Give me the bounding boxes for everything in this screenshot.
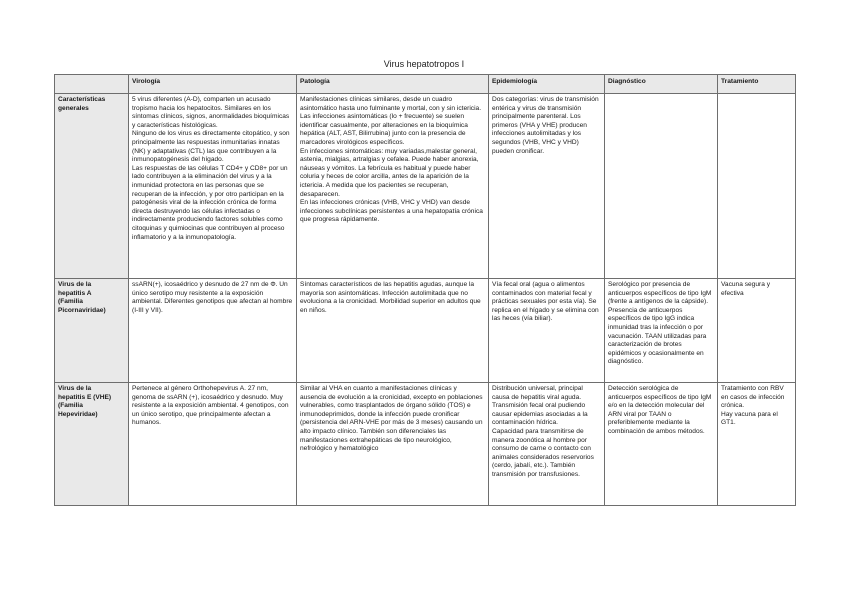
row-label: Virus de la hepatitis E (VHE) (Familia Hepeviridae) xyxy=(55,383,129,506)
cell-epidemiologia: Distribución universal, principal causa de hepatitis viral aguda. Transmisión fecal oral pudiendo causar epidemias asociadas a la contaminación hídrica. Capacidad para transmitirse de manera zoonótica al hombre por consumo de carne o contacto con animales considerados reservorios (cerdo, jabalí, etc.). También transmisión por transfusiones. xyxy=(489,383,605,506)
cell-diagnostico: Detección serológica de anticuerpos específicos de tipo IgM e/o en la detección molecular del ARN viral por TAAN o preferiblemente mediante la combinación de ambos métodos. xyxy=(605,383,718,506)
header-patologia: Patología xyxy=(297,75,489,94)
cell-diagnostico: Serológico por presencia de anticuerpos específicos de tipo IgM (frente a antígenos de la cápside). Presencia de anticuerpos específicos de tipo IgG indica inmunidad tras la infección o por vacunación. TAAN utilizadas para caracterización de brotes epidémicos y ocasionalmente en diagnóstico. xyxy=(605,279,718,383)
header-tratamiento: Tratamiento xyxy=(718,75,796,94)
header-row xyxy=(55,75,796,94)
row-label: Virus de la hepatitis A (Familia Picornaviridae) xyxy=(55,279,129,383)
cell-epidemiologia: Dos categorías: virus de transmisión entérica y virus de transmisión principalmente parenteral. Los primeros (VHA y VHE) producen infecciones autolimitadas y los segundos (VHB, VHC y VHD) pueden cronificar. xyxy=(489,94,605,279)
cell-patologia: Síntomas característicos de las hepatitis agudas, aunque la mayoría son asintomáticas. Infección autolimitada que no evoluciona a la cronicidad. Morbilidad superior en adultos que en niños. xyxy=(297,279,489,383)
header-virologia: Virología xyxy=(129,75,297,94)
cell-tratamiento: Tratamiento con RBV en casos de infección crónica. Hay vacuna para el GT1. xyxy=(718,383,796,506)
cell-tratamiento: Vacuna segura y efectiva xyxy=(718,279,796,383)
cell-epidemiologia: Vía fecal oral (agua o alimentos contaminados con material fecal y prácticas sexuales por esta vía). Se replica en el hígado y se elimina con las heces (vía biliar). xyxy=(489,279,605,383)
cell-virologia: ssARN(+), icosaédrico y desnudo de 27 nm de Φ. Un único serotipo muy resistente a la exposición ambiental. Diferentes genotipos que afectan al hombre (I-III y VII). xyxy=(129,279,297,383)
cell-tratamiento xyxy=(718,94,796,279)
cell-diagnostico xyxy=(605,94,718,279)
table-row-hepatitis-e xyxy=(55,383,796,506)
header-epidemiologia: Epidemiología xyxy=(489,75,605,94)
table-row-hepatitis-a xyxy=(55,279,796,383)
cell-patologia: Similar al VHA en cuanto a manifestaciones clínicas y ausencia de evolución a la cronicidad, excepto en poblaciones vulnerables, como trasplantados de órgano sólido (TOS) e inmunodeprimidos, donde la infección puede cronificar (persistencia del ARN-VHE por más de 3 meses) causando un alto impacto clínico. También son diferenciales las manifestaciones extrahepáticas de tipo neurológico, nefrológico y hematológico xyxy=(297,383,489,506)
cell-virologia: Pertenece al género Orthohepevirus A. 27 nm, genoma de ssARN (+), icosaédrico y desnudo. Muy resistente a la exposición ambiental. 4 genotipos, con un único serotipo, que principalmente afectan a humanos. xyxy=(129,383,297,506)
row-label: Características generales xyxy=(55,94,129,279)
table-row-caracteristicas-generales xyxy=(55,94,796,279)
hepatotropic-virus-table xyxy=(54,74,796,506)
cell-patologia: Manifestaciones clínicas similares, desde un cuadro asintomático hasta uno fulminante y mortal, con y sin ictericia. Las infecciones asintomáticas (lo + frecuente) se suelen identificar casualmente, por alteraciones en la bioquímica hepática (ALT, AST, Bilirrubina) junto con la presencia de marcadores virológicos específicos. En infecciones sintomáticas: muy variadas,malestar general, astenia, mialgias, artralgias y cefalea. Puede haber anorexia, náuseas y vómitos. La febrícula es habitual y puede haber coluria y heces de color arcilla, antes de la aparición de la ictericia. A medida que los pacientes se recuperan, desaparecen. En las infecciones crónicas (VHB, VHC y VHD) van desde infecciones subclínicas persistentes a una hepatopatía crónica que progresa rápidamente. xyxy=(297,94,489,279)
header-diagnostico: Diagnóstico xyxy=(605,75,718,94)
header-corner xyxy=(55,75,129,94)
cell-virologia: 5 virus diferentes (A-D), comparten un acusado tropismo hacia los hepatocitos. Similares en los síntomas clínicos, signos, anormalidades bioquímicas y características histológicas. Ninguno de los virus es directamente citopático, y son principalmente las respuestas inmunitarias innatas (NK) y adaptativas (CTL) las que contribuyen a la inmunopatogénesis del hígado. Las respuestas de las células T CD4+ y CD8+ por un lado contribuyen a la eliminación del virus y a la inmunidad protectora en las personas que se recuperan de la infección, y por otro participan en la patogénesis viral de la infección crónica de forma directa destruyendo las células infectadas o indirectamente produciendo factores solubles como citoquinas y quimiocinas que contribuyen al proceso inflamatorio y a la inmunopatología. xyxy=(129,94,297,279)
document-title: Virus hepatotropos I xyxy=(383,59,465,69)
